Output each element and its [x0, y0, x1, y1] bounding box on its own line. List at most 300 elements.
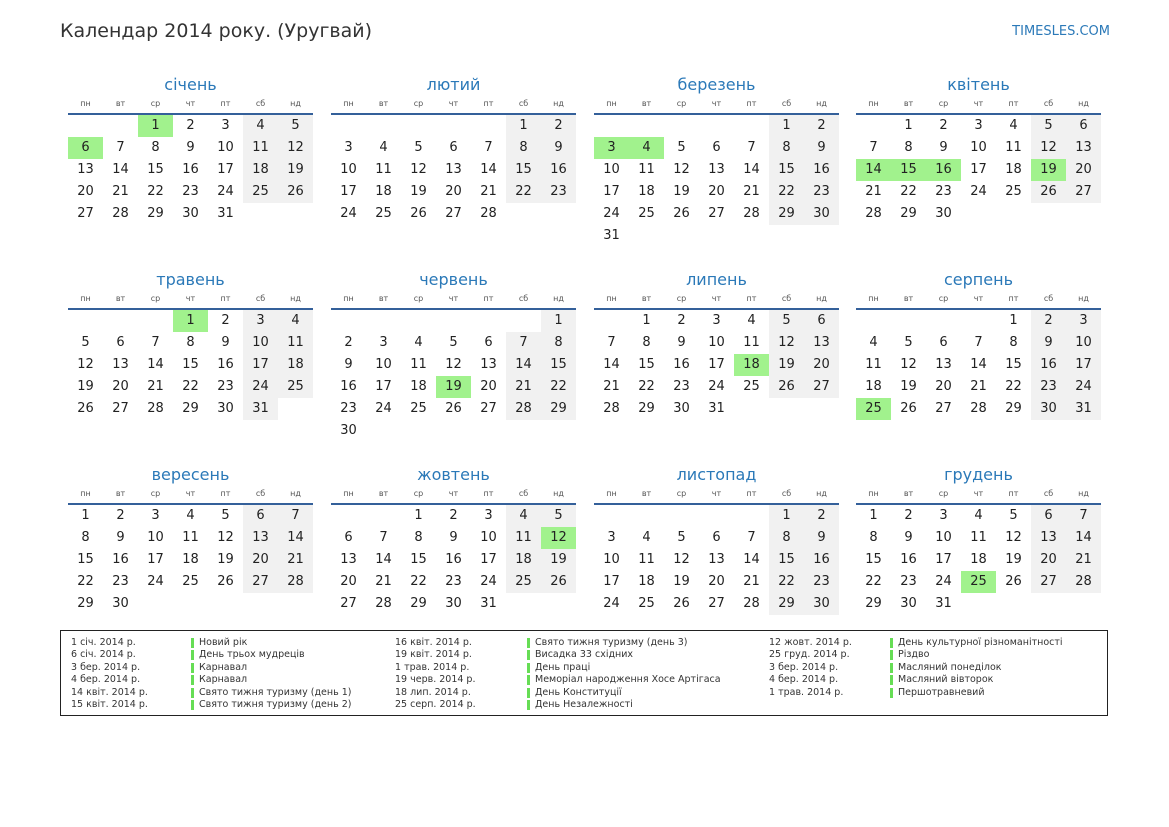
day-cell: 6: [68, 137, 103, 159]
legend-names: [191, 637, 351, 711]
day-cell: 26: [1031, 181, 1066, 203]
weekday-label: чт: [973, 489, 984, 498]
holiday-name: Різдво: [898, 649, 930, 661]
day-cell: 22: [541, 376, 576, 398]
day-cell: 16: [541, 159, 576, 181]
day-cell: 9: [939, 140, 948, 155]
day-cell: 10: [375, 357, 392, 372]
day-cell: 21: [603, 379, 620, 394]
day-cell: 21: [506, 376, 541, 398]
day-cell: 20: [1066, 159, 1101, 181]
weekday-header: [594, 292, 839, 306]
day-cell: 18: [278, 354, 313, 376]
holiday-marker: [191, 650, 194, 660]
weekday-label: вт: [641, 99, 652, 108]
weekday-label: ср: [676, 294, 687, 303]
day-cell: 15: [506, 159, 541, 181]
day-cell: 12: [77, 357, 94, 372]
day-cell: 2: [804, 115, 839, 137]
day-cell: 12: [217, 530, 234, 545]
day-cell: 1: [81, 508, 90, 523]
day-cell: 21: [1066, 549, 1101, 571]
day-cell: 9: [344, 357, 353, 372]
day-cell: [541, 593, 576, 615]
day-cell: [103, 310, 138, 332]
day-cell: 14: [603, 357, 620, 372]
day-cell: 14: [743, 552, 760, 567]
weekday-label: чт: [448, 294, 459, 303]
day-cell: 17: [603, 574, 620, 589]
day-cell: 13: [708, 552, 725, 567]
weekday-label: ср: [938, 99, 949, 108]
weekday-label: сб: [781, 99, 792, 108]
day-cell: 30: [340, 423, 357, 438]
day-cell: [401, 420, 436, 442]
holiday-date: 1 трав. 2014 р.: [769, 686, 844, 698]
holiday-date: 14 квіт. 2014 р.: [71, 686, 148, 698]
day-cell: [769, 398, 804, 420]
holiday-marker: [890, 688, 893, 698]
weekday-label: нд: [290, 99, 301, 108]
month-name: травень: [156, 270, 225, 289]
month-block: [856, 75, 1101, 225]
day-cell: 19: [410, 184, 427, 199]
day-cell: 8: [541, 332, 576, 354]
day-cell: 21: [970, 379, 987, 394]
month-name: березень: [677, 75, 756, 94]
day-cell: 10: [708, 335, 725, 350]
day-cell: 7: [747, 140, 756, 155]
day-cell: 21: [278, 549, 313, 571]
day-cell: 16: [182, 162, 199, 177]
month-name: серпень: [944, 270, 1013, 289]
weekday-label: сб: [518, 489, 529, 498]
day-cell: 7: [484, 140, 493, 155]
holiday-date: 3 бер. 2014 р.: [71, 661, 141, 673]
day-cell: 29: [865, 596, 882, 611]
day-cell: 28: [1066, 571, 1101, 593]
day-cell: 20: [708, 574, 725, 589]
month-block: [68, 75, 313, 225]
day-cell: 15: [182, 357, 199, 372]
month-block: [331, 75, 576, 225]
day-cell: 28: [743, 596, 760, 611]
weekday-header: [331, 292, 576, 306]
day-cell: 18: [638, 574, 655, 589]
day-cell: 19: [769, 354, 804, 376]
day-cell: 17: [243, 354, 278, 376]
day-cell: 18: [182, 552, 199, 567]
week-row: [68, 310, 313, 332]
day-cell: 12: [541, 527, 576, 549]
day-cell: 19: [541, 549, 576, 571]
day-cell: 18: [638, 184, 655, 199]
holiday-date: 4 бер. 2014 р.: [71, 674, 141, 686]
day-cell: 24: [603, 596, 620, 611]
day-cell: 13: [480, 357, 497, 372]
day-cell: 23: [182, 184, 199, 199]
day-cell: 10: [217, 140, 234, 155]
holiday-marker: [191, 663, 194, 673]
site-link[interactable]: TIMESLES.COM: [1012, 24, 1110, 39]
day-cell: 20: [340, 574, 357, 589]
weekday-label: чт: [973, 99, 984, 108]
day-cell: 15: [77, 552, 94, 567]
day-cell: 6: [712, 530, 721, 545]
day-cell: [769, 225, 804, 247]
day-cell: 6: [116, 335, 125, 350]
day-cell: [366, 420, 401, 442]
week-row: [331, 527, 576, 549]
day-cell: 6: [804, 310, 839, 332]
day-cell: 29: [77, 596, 94, 611]
day-cell: 16: [926, 159, 961, 181]
weekday-header: [68, 487, 313, 501]
day-cell: 11: [410, 357, 427, 372]
day-cell: 17: [480, 552, 497, 567]
day-cell: 2: [344, 335, 353, 350]
day-cell: 9: [1031, 332, 1066, 354]
day-cell: 5: [81, 335, 90, 350]
day-cell: 18: [970, 552, 987, 567]
day-cell: 30: [1031, 398, 1066, 420]
weekday-label: ср: [150, 489, 161, 498]
week-row: [856, 115, 1101, 137]
day-cell: [664, 115, 699, 137]
month-block: [856, 465, 1101, 615]
day-cell: 21: [743, 184, 760, 199]
week-row: [331, 137, 576, 159]
day-cell: 23: [673, 379, 690, 394]
day-cell: [366, 505, 401, 527]
day-cell: [699, 115, 734, 137]
day-cell: 2: [677, 313, 686, 328]
holiday-date: 18 лип. 2014 р.: [395, 686, 471, 698]
day-cell: 24: [147, 574, 164, 589]
day-cell: 29: [410, 596, 427, 611]
day-cell: 16: [900, 552, 917, 567]
legend-dates: [395, 637, 476, 711]
day-cell: 11: [970, 530, 987, 545]
day-cell: 13: [804, 332, 839, 354]
day-cell: 27: [708, 596, 725, 611]
week-row: [594, 376, 839, 398]
weekday-label: чт: [448, 99, 459, 108]
day-cell: 3: [939, 508, 948, 523]
day-cell: [664, 225, 699, 247]
day-cell: 28: [375, 596, 392, 611]
weekday-label: пт: [746, 294, 757, 303]
weekday-header: [331, 97, 576, 111]
day-cell: [804, 398, 839, 420]
day-cell: 22: [769, 181, 804, 203]
day-cell: 29: [182, 401, 199, 416]
weekday-label: чт: [185, 489, 196, 498]
day-cell: 12: [445, 357, 462, 372]
day-cell: 22: [147, 184, 164, 199]
weekday-label: ср: [413, 99, 424, 108]
day-cell: 14: [1066, 527, 1101, 549]
day-cell: 6: [449, 140, 458, 155]
month-block: [594, 465, 839, 615]
week-row: [68, 332, 313, 354]
day-cell: 30: [445, 596, 462, 611]
weekday-header: [856, 292, 1101, 306]
day-cell: 24: [1066, 376, 1101, 398]
day-cell: [243, 593, 278, 615]
day-cell: 26: [673, 206, 690, 221]
weekday-label: вт: [378, 99, 389, 108]
day-cell: 3: [344, 140, 353, 155]
day-cell: 30: [900, 596, 917, 611]
day-cell: [541, 203, 576, 225]
day-cell: 2: [221, 313, 230, 328]
month-name: січень: [164, 75, 217, 94]
holiday-marker: [191, 700, 194, 710]
day-cell: 5: [1009, 508, 1018, 523]
day-cell: 12: [1031, 137, 1066, 159]
day-cell: 22: [865, 574, 882, 589]
day-cell: 19: [1005, 552, 1022, 567]
day-cell: 12: [673, 552, 690, 567]
weekday-label: сб: [518, 294, 529, 303]
day-cell: 14: [970, 357, 987, 372]
month-block: [68, 465, 313, 615]
weekday-label: пн: [606, 294, 617, 303]
day-cell: 31: [243, 398, 278, 420]
weekday-label: сб: [1043, 489, 1054, 498]
week-row: [594, 593, 839, 615]
day-cell: 24: [708, 379, 725, 394]
day-cell: 17: [970, 162, 987, 177]
day-cell: [961, 310, 996, 332]
day-cell: 1: [642, 313, 651, 328]
day-cell: [506, 593, 541, 615]
day-cell: 23: [217, 379, 234, 394]
day-cell: 11: [506, 527, 541, 549]
day-cell: 30: [804, 203, 839, 225]
day-cell: 25: [410, 401, 427, 416]
day-cell: 27: [445, 206, 462, 221]
day-cell: 4: [642, 530, 651, 545]
weekday-label: пт: [1008, 99, 1019, 108]
day-cell: 1: [414, 508, 423, 523]
holiday-name: Новий рік: [199, 637, 248, 648]
week-row: [856, 505, 1101, 527]
day-cell: 19: [673, 574, 690, 589]
weekday-label: пт: [220, 99, 231, 108]
day-cell: 5: [904, 335, 913, 350]
day-cell: 27: [804, 376, 839, 398]
day-cell: 4: [414, 335, 423, 350]
day-cell: 4: [278, 310, 313, 332]
weekday-label: нд: [1078, 294, 1089, 303]
day-cell: 21: [147, 379, 164, 394]
day-cell: 17: [147, 552, 164, 567]
legend-dates: [769, 637, 852, 699]
day-cell: 1: [1009, 313, 1018, 328]
holiday-date: 15 квіт. 2014 р.: [71, 698, 148, 710]
day-cell: 7: [506, 332, 541, 354]
legend-names: [527, 637, 721, 711]
day-cell: 10: [340, 162, 357, 177]
day-cell: 16: [445, 552, 462, 567]
day-cell: [1066, 203, 1101, 225]
week-row: [331, 159, 576, 181]
holiday-date: 4 бер. 2014 р.: [769, 674, 839, 686]
day-cell: [594, 115, 629, 137]
weekday-label: нд: [816, 489, 827, 498]
day-cell: 27: [112, 401, 129, 416]
weekday-label: чт: [711, 294, 722, 303]
day-cell: 25: [638, 596, 655, 611]
day-cell: 24: [340, 206, 357, 221]
day-cell: [331, 505, 366, 527]
weekday-label: чт: [185, 99, 196, 108]
day-cell: 23: [445, 574, 462, 589]
weekday-label: пт: [483, 489, 494, 498]
day-cell: 2: [904, 508, 913, 523]
weekday-label: ср: [938, 489, 949, 498]
day-cell: 21: [375, 574, 392, 589]
weekday-label: ср: [150, 99, 161, 108]
day-cell: [366, 310, 401, 332]
day-cell: 31: [480, 596, 497, 611]
day-cell: 3: [607, 530, 616, 545]
week-row: [594, 203, 839, 225]
day-cell: 18: [243, 159, 278, 181]
weekday-header: [331, 487, 576, 501]
day-cell: 4: [379, 140, 388, 155]
holiday-name: День трьох мудреців: [199, 649, 305, 661]
week-row: [68, 398, 313, 420]
holiday-name: День праці: [535, 661, 591, 673]
day-cell: 4: [747, 313, 756, 328]
page-title: Календар 2014 року. (Уругвай): [60, 20, 373, 42]
holiday-date: 1 трав. 2014 р.: [395, 661, 470, 673]
day-cell: 29: [638, 401, 655, 416]
day-cell: [506, 203, 541, 225]
day-cell: 7: [1066, 505, 1101, 527]
week-row: [68, 137, 313, 159]
day-cell: [891, 310, 926, 332]
day-cell: 8: [869, 530, 878, 545]
week-row: [68, 115, 313, 137]
day-cell: 15: [769, 549, 804, 571]
weekday-label: пн: [606, 489, 617, 498]
month-block: [331, 465, 576, 615]
day-cell: 6: [344, 530, 353, 545]
day-cell: 9: [116, 530, 125, 545]
weekday-label: пн: [80, 99, 91, 108]
day-cell: 24: [970, 184, 987, 199]
weekday-label: сб: [781, 294, 792, 303]
weekday-label: вт: [903, 489, 914, 498]
month-block: [594, 75, 839, 247]
weekday-label: пн: [80, 294, 91, 303]
day-cell: 28: [278, 571, 313, 593]
day-cell: 1: [173, 310, 208, 332]
day-cell: 11: [278, 332, 313, 354]
holiday-marker: [191, 638, 194, 648]
holiday-name: Першотравневий: [898, 686, 985, 698]
weekday-label: ср: [413, 489, 424, 498]
week-row: [331, 203, 576, 225]
week-row: [594, 159, 839, 181]
day-cell: [1066, 593, 1101, 615]
day-cell: 2: [116, 508, 125, 523]
week-row: [68, 159, 313, 181]
day-cell: 15: [541, 354, 576, 376]
day-cell: 27: [708, 206, 725, 221]
day-cell: 14: [375, 552, 392, 567]
day-cell: 27: [77, 206, 94, 221]
day-cell: [471, 420, 506, 442]
day-cell: [1031, 593, 1066, 615]
day-cell: 5: [278, 115, 313, 137]
weekday-label: нд: [1078, 489, 1089, 498]
day-cell: 9: [186, 140, 195, 155]
day-cell: 29: [900, 206, 917, 221]
day-cell: 22: [769, 571, 804, 593]
week-row: [331, 181, 576, 203]
weekday-label: пн: [868, 489, 879, 498]
weekday-label: чт: [448, 489, 459, 498]
day-cell: 30: [935, 206, 952, 221]
week-row: [68, 593, 313, 615]
day-cell: 20: [445, 184, 462, 199]
week-row: [856, 332, 1101, 354]
day-cell: 10: [970, 140, 987, 155]
day-cell: 1: [138, 115, 173, 137]
day-cell: 18: [375, 184, 392, 199]
week-row: [331, 398, 576, 420]
day-cell: 16: [340, 379, 357, 394]
day-cell: 8: [642, 335, 651, 350]
month-name: вересень: [151, 465, 230, 484]
weekday-label: сб: [255, 99, 266, 108]
weekday-header: [68, 292, 313, 306]
day-cell: 27: [340, 596, 357, 611]
holiday-name: Масляний вівторок: [898, 674, 994, 686]
day-cell: 14: [147, 357, 164, 372]
weekday-label: вт: [903, 99, 914, 108]
day-cell: 29: [147, 206, 164, 221]
weekday-label: пт: [220, 489, 231, 498]
week-row: [856, 203, 1101, 225]
holiday-marker: [527, 700, 530, 710]
holiday-date: 25 серп. 2014 р.: [395, 698, 476, 710]
day-cell: 25: [243, 181, 278, 203]
day-cell: 26: [217, 574, 234, 589]
holiday-name: Меморіал народження Хосе Артігаса: [535, 674, 721, 686]
day-cell: 26: [673, 596, 690, 611]
day-cell: 10: [603, 162, 620, 177]
day-cell: 13: [243, 527, 278, 549]
weekday-header: [856, 97, 1101, 111]
weekday-label: сб: [781, 489, 792, 498]
weekday-label: ср: [413, 294, 424, 303]
week-row: [594, 549, 839, 571]
week-row: [594, 505, 839, 527]
day-cell: 9: [804, 527, 839, 549]
day-cell: 8: [506, 137, 541, 159]
week-row: [594, 137, 839, 159]
week-row: [331, 420, 576, 442]
holiday-date: 25 груд. 2014 р.: [769, 649, 850, 661]
day-cell: [331, 310, 366, 332]
day-cell: 20: [804, 354, 839, 376]
